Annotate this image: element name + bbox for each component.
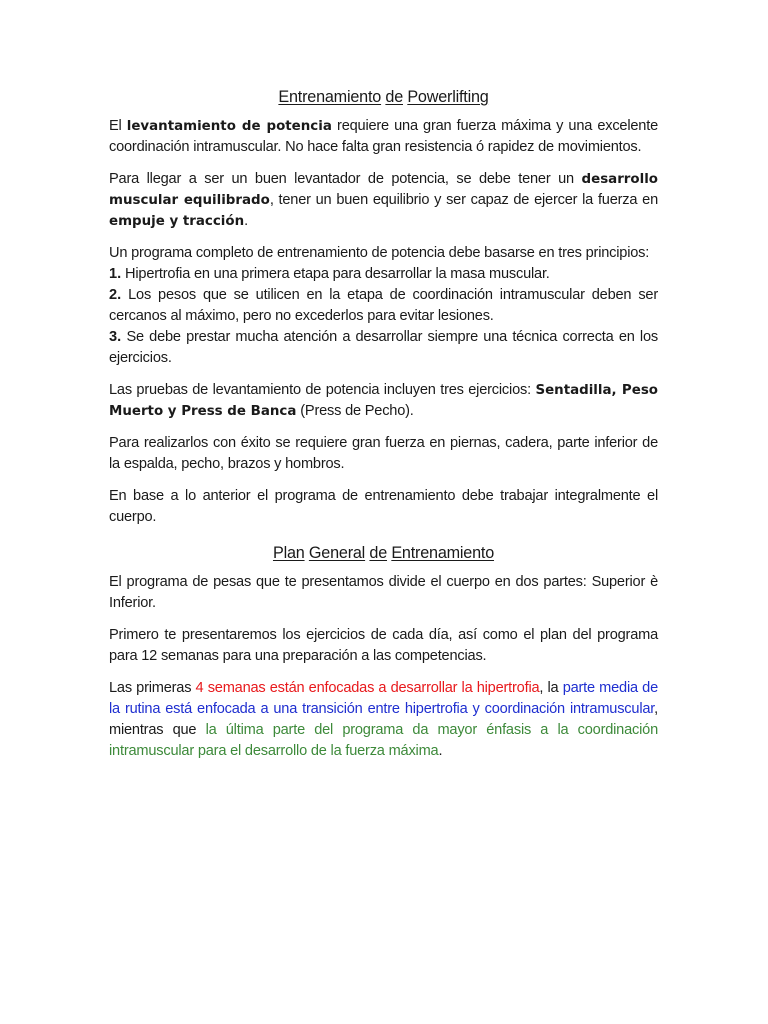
title-word: de: [385, 88, 403, 106]
bold-term: empuje y tracción: [109, 214, 245, 229]
section-subtitle: [109, 542, 658, 564]
subtitle-word: Entrenamiento: [391, 544, 495, 562]
principle-text: Los pesos que se utilicen en la etapa de coordinación intramuscular deben ser cercanos al máximo, pero no excederlos para evitar lesiones.: [109, 287, 658, 324]
principle-item: [109, 264, 658, 285]
phase-transition-text: parte media de la rutina está enfocada a una transición entre hipertrofia y coordinación intramuscular: [109, 680, 658, 717]
paragraph-integral: En base a lo anterior el programa de entrenamiento debe trabajar integralmente el cuerpo.: [109, 488, 658, 525]
principle-text: Se debe prestar mucha atención a desarrollar siempre una técnica correcta en los ejercicios.: [109, 329, 658, 366]
text-run: , la: [539, 680, 563, 696]
title-word: Powerlifting: [407, 88, 489, 106]
paragraph-split: El programa de pesas que te presentamos divide el cuerpo en dos partes: Superior è Inferior.: [109, 574, 658, 611]
text-run: Para llegar a ser un buen levantador de potencia, se debe tener un: [109, 171, 582, 187]
principle-number: 1.: [109, 266, 122, 282]
phase-hypertrophy-text: 4 semanas están enfocadas a desarrollar la hipertrofia: [195, 680, 540, 696]
paragraph-strength: Para realizarlos con éxito se requiere gran fuerza en piernas, cadera, parte inferior de la espalda, pecho, brazos y hombros.: [109, 435, 658, 472]
paragraph-principles: [109, 243, 658, 369]
text-run: El: [109, 118, 127, 134]
paragraph-events: [109, 380, 658, 422]
bold-term: desarrollo muscular equilibrado: [109, 172, 658, 208]
principle-item: [109, 327, 658, 369]
subtitle-word: de: [369, 544, 388, 562]
text-run: , tener un buen equilibrio y ser capaz de ejercer la fuerza en: [269, 192, 658, 208]
text-run: (Press de Pecho).: [296, 403, 414, 419]
principle-item: [109, 285, 658, 327]
subtitle-word: Plan: [272, 544, 305, 562]
paragraph-plan: Primero te presentaremos los ejercicios de cada día, así como el plan del programa para 12 semanas para una preparación a las competencias.: [109, 627, 658, 664]
principle-text: Hipertrofia en una primera etapa para desarrollar la masa muscular.: [121, 266, 550, 282]
principles-intro: Un programa completo de entrenamiento de potencia debe basarse en tres principios:: [109, 245, 650, 261]
document-body: [109, 86, 658, 773]
text-run: , mientras que: [109, 701, 658, 738]
title-word: Entrenamiento: [278, 88, 382, 106]
paragraph-balance: [109, 169, 658, 232]
bold-term: levantamiento de potencia: [126, 119, 332, 134]
text-run: .: [244, 213, 248, 229]
text-run: .: [438, 743, 443, 759]
phase-strength-text: la última parte del programa da mayor énfasis a la coordinación intramuscular para el desarrollo de la fuerza máxima: [109, 722, 658, 759]
page-title: [109, 86, 658, 108]
principle-number: 2.: [109, 287, 122, 303]
paragraph-phases: [109, 678, 658, 762]
text-run: Las pruebas de levantamiento de potencia incluyen tres ejercicios:: [109, 382, 536, 398]
text-run: Las primeras: [109, 680, 196, 696]
text-run: requiere una gran fuerza máxima y una excelente coordinación intramuscular. No hace falta gran resistencia ó rapidez de movimientos.: [109, 118, 658, 155]
principle-number: 3.: [109, 329, 122, 345]
bold-term: Sentadilla, Peso Muerto y Press de Banca: [109, 383, 658, 419]
paragraph-intro: [109, 116, 658, 158]
subtitle-word: General: [308, 544, 366, 562]
